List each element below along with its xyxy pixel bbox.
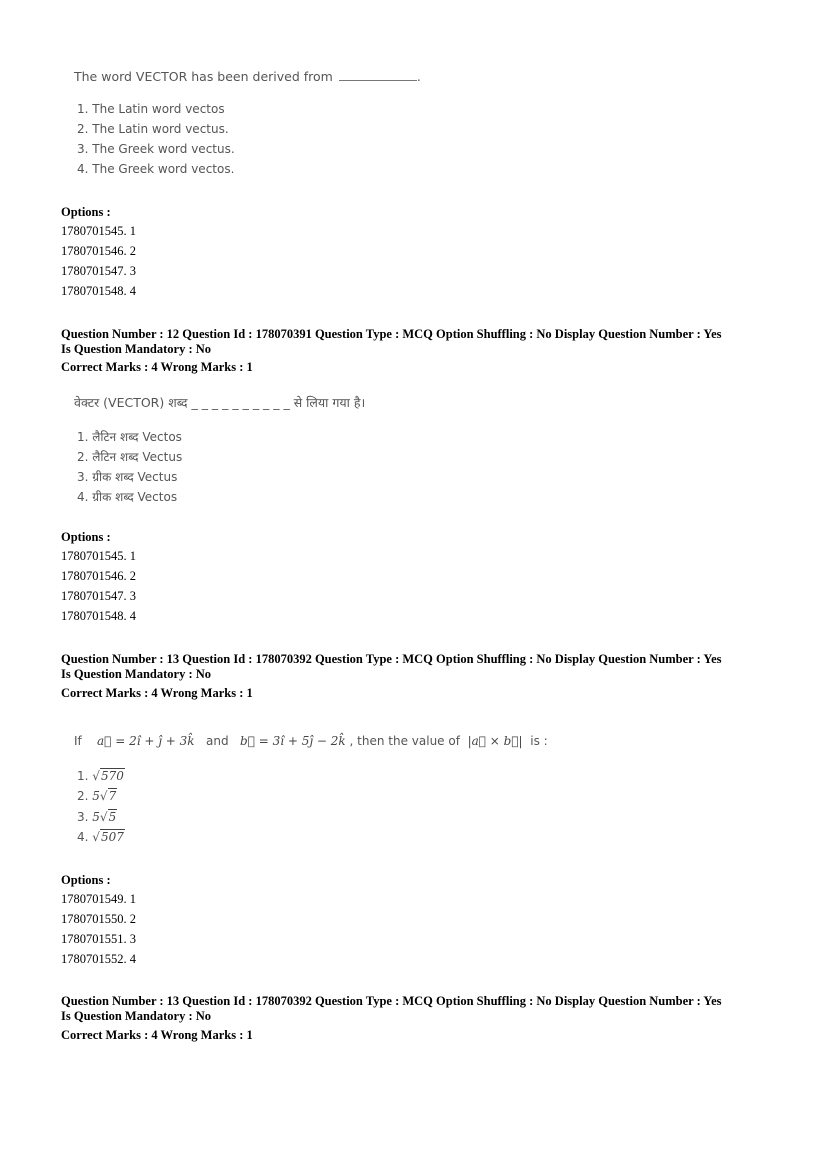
option-item: 1780701546. 2 xyxy=(61,244,136,258)
question-meta: Question Number : 13 Question Id : 178070392 Question Type : MCQ Option Shuffling : No Display Question Number : Yes xyxy=(61,652,722,666)
choice-item: 3. The Greek word vectus. xyxy=(77,142,235,156)
option-item: 1780701548. 4 xyxy=(61,609,136,623)
options-label: Options : xyxy=(61,205,111,219)
question-marks: Correct Marks : 4 Wrong Marks : 1 xyxy=(61,360,253,374)
question-meta: Question Number : 13 Question Id : 178070392 Question Type : MCQ Option Shuffling : No Display Question Number : Yes xyxy=(61,994,722,1008)
option-item: 1780701550. 2 xyxy=(61,912,136,926)
option-item: 1780701545. 1 xyxy=(61,224,136,238)
options-label: Options : xyxy=(61,530,111,544)
options-label: Options : xyxy=(61,873,111,887)
option-item: 1780701547. 3 xyxy=(61,264,136,278)
choice-item: 2. लैटिन शब्द Vectus xyxy=(77,450,183,464)
option-item: 1780701552. 4 xyxy=(61,952,136,966)
option-item: 1780701551. 3 xyxy=(61,932,136,946)
choice-item: 4. ग्रीक शब्द Vectos xyxy=(77,490,178,504)
choice-item: 3. 5√5 xyxy=(77,810,117,824)
question-13-stem: If a⃗ = 2î + ĵ + 3k̂ and b⃗ = 3î + 5ĵ − 2k̂ , then the value of |a⃗ × b⃗| is : xyxy=(74,734,548,748)
question-marks: Correct Marks : 4 Wrong Marks : 1 xyxy=(61,686,253,700)
option-item: 1780701548. 4 xyxy=(61,284,136,298)
choice-item: 4. The Greek word vectos. xyxy=(77,162,235,176)
question-mandatory: Is Question Mandatory : No xyxy=(61,1009,212,1023)
question-12-stem: वेक्टर (VECTOR) शब्द _ _ _ _ _ _ _ _ _ _ से लिया गया है। xyxy=(74,395,366,410)
choice-item: 3. ग्रीक शब्द Vectus xyxy=(77,470,178,484)
option-item: 1780701546. 2 xyxy=(61,569,136,583)
choice-item: 1. The Latin word vectos xyxy=(77,102,225,116)
choice-item: 2. The Latin word vectus. xyxy=(77,122,229,136)
question-marks: Correct Marks : 4 Wrong Marks : 1 xyxy=(61,1028,253,1042)
question-mandatory: Is Question Mandatory : No xyxy=(61,667,212,681)
option-item: 1780701549. 1 xyxy=(61,892,136,906)
question-mandatory: Is Question Mandatory : No xyxy=(61,342,212,356)
option-item: 1780701545. 1 xyxy=(61,549,136,563)
choice-item: 1. लैटिन शब्द Vectos xyxy=(77,430,182,444)
choice-item: 1. √570 xyxy=(77,769,124,783)
choice-item: 4. √507 xyxy=(77,830,124,844)
choice-item: 2. 5√7 xyxy=(77,789,117,803)
option-item: 1780701547. 3 xyxy=(61,589,136,603)
question-meta: Question Number : 12 Question Id : 178070391 Question Type : MCQ Option Shuffling : No Display Question Number : Yes xyxy=(61,327,722,341)
question-11-stem: The word VECTOR has been derived from . xyxy=(74,69,421,84)
